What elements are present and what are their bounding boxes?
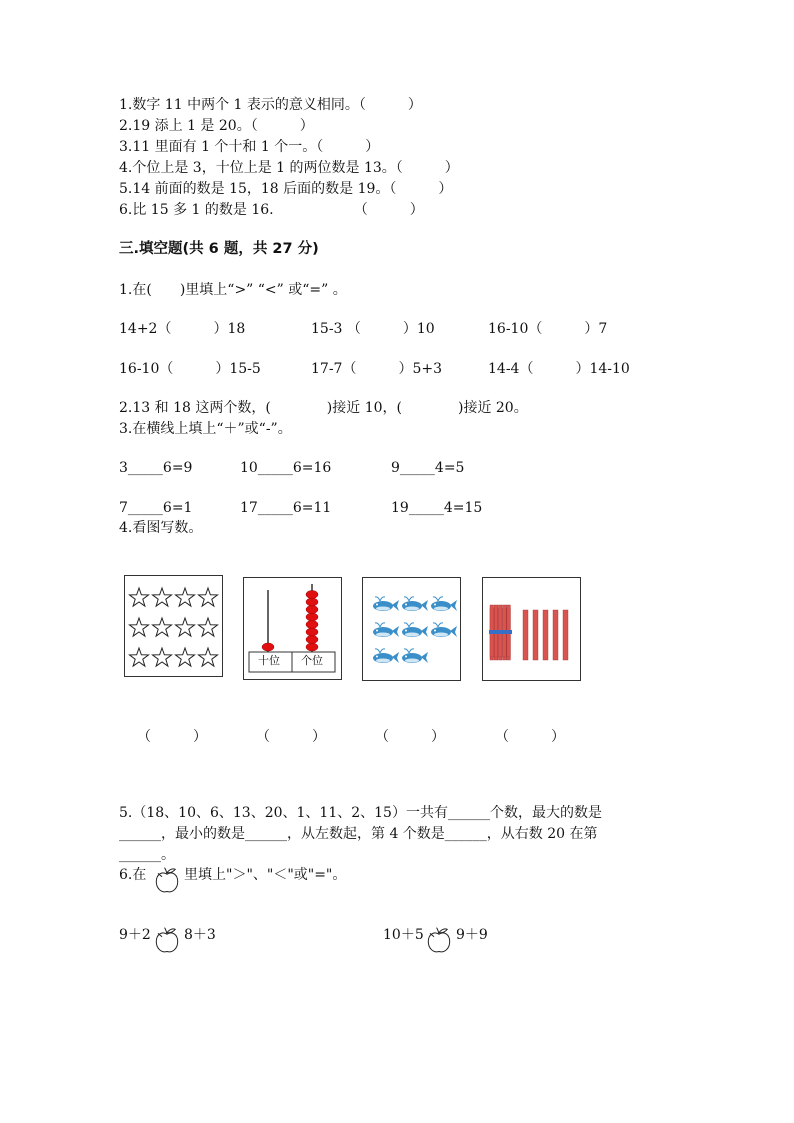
tens-bead (262, 643, 274, 651)
q6-stem-pre: 6.在 (119, 867, 147, 883)
apple-icon (424, 926, 454, 954)
q3-r2-b: 17_____6=11 (240, 500, 332, 516)
q3-r1-a: 3_____6=9 (119, 460, 193, 476)
ones-bead (306, 613, 318, 621)
whale-icon (402, 649, 428, 663)
q1-r1-c: 16-10（ ）7 (488, 321, 608, 337)
q4-stem: 4.看图写数。 (119, 520, 203, 536)
q3-r2-c: 19_____4=15 (391, 500, 483, 516)
judge-item-5: 5.14 前面的数是 15，18 后面的数是 19。（ ） (119, 181, 453, 197)
star-icon (129, 618, 148, 636)
apple-icon (152, 926, 182, 954)
star-icon (152, 648, 171, 666)
whale-icon (431, 623, 457, 637)
single-stick (563, 610, 568, 660)
q3-stem: 3.在横线上填上“＋”或“-”。 (119, 421, 292, 437)
whale-icon (431, 597, 457, 611)
star-icon (198, 648, 217, 666)
ones-bead (306, 591, 318, 599)
stars-grid (125, 576, 222, 676)
single-stick (533, 610, 538, 660)
abacus-picture (243, 577, 342, 680)
q1-r1-b: 15-3 （ ）10 (311, 321, 435, 337)
q5-line-3: ______。 (119, 847, 175, 863)
whale-icon (373, 649, 399, 663)
bundle-band (489, 630, 512, 634)
q5-line-2: ______，最小的数是______，从左数起，第 4 个数是______，从右数 20 在第 (119, 826, 598, 842)
single-stick (543, 610, 548, 660)
q1-r2-b: 17-7（ ）5+3 (311, 361, 442, 377)
star-icon (152, 618, 171, 636)
whale-icon (402, 623, 428, 637)
abacus-label-ones: 个位 (301, 654, 323, 667)
q4-answer-2: （ ） (256, 729, 326, 745)
star-icon (175, 618, 194, 636)
stick-bundle (489, 605, 512, 660)
q6-left-a: 9＋2 (119, 927, 151, 943)
abacus-label-tens: 十位 (258, 654, 280, 667)
sticks-picture (482, 577, 581, 681)
q5-line-1: 5.（18、10、6、13、20、1、11、2、15）一共有______个数，最大的数是 (119, 805, 602, 821)
q1-stem: 1.在( )里填上“>” “<” 或“=” 。 (119, 282, 347, 298)
q4-answer-4: （ ） (495, 729, 565, 745)
whale-icon (373, 597, 399, 611)
star-icon (198, 588, 217, 606)
single-stick (553, 610, 558, 660)
q6-left-b: 8＋3 (184, 927, 216, 943)
star-icon (175, 588, 194, 606)
q1-r2-c: 14-4（ ）14-10 (488, 361, 630, 377)
judge-item-1: 1.数字 11 中两个 1 表示的意义相同。（ ） (119, 97, 422, 113)
q6-right-a: 10＋5 (383, 927, 424, 943)
q3-r1-c: 9_____4=5 (391, 460, 465, 476)
q1-r2-a: 16-10（ ）15-5 (119, 361, 261, 377)
ones-bead (306, 606, 318, 614)
q4-answer-1: （ ） (137, 729, 207, 745)
single-stick (523, 610, 528, 660)
sticks (483, 578, 580, 680)
star-icon (152, 588, 171, 606)
ones-bead (306, 643, 318, 651)
ones-bead (306, 636, 318, 644)
stars-picture (124, 575, 223, 677)
star-icon (175, 648, 194, 666)
whale-icon (373, 623, 399, 637)
ones-bead (306, 628, 318, 636)
q1-r1-a: 14+2（ ）18 (119, 321, 246, 337)
q3-r1-b: 10_____6=16 (240, 460, 332, 476)
star-icon (198, 618, 217, 636)
q6-stem-post: 里填上"＞"、"＜"或"="。 (184, 867, 347, 883)
whales-grid (363, 578, 460, 680)
judge-item-4: 4.个位上是 3，十位上是 1 的两位数是 13。（ ） (119, 160, 459, 176)
judge-item-3: 3.11 里面有 1 个十和 1 个一。（ ） (119, 139, 380, 155)
star-icon (129, 648, 148, 666)
q4-answer-3: （ ） (375, 729, 445, 745)
ones-bead (306, 598, 318, 606)
star-icon (129, 588, 148, 606)
whale-icon (402, 597, 428, 611)
ones-bead (306, 621, 318, 629)
q2-text: 2.13 和 18 这两个数，( )接近 10，( )接近 20。 (119, 400, 528, 416)
q3-r2-a: 7_____6=1 (119, 500, 193, 516)
judge-item-6: 6.比 15 多 1 的数是 16. （ ） (119, 202, 424, 218)
section-title: 三.填空题(共 6 题，共 27 分) (119, 241, 319, 257)
apple-icon (152, 866, 182, 894)
whales-picture (362, 577, 461, 681)
q6-right-b: 9＋9 (456, 927, 488, 943)
judge-item-2: 2.19 添上 1 是 20。（ ） (119, 118, 314, 134)
